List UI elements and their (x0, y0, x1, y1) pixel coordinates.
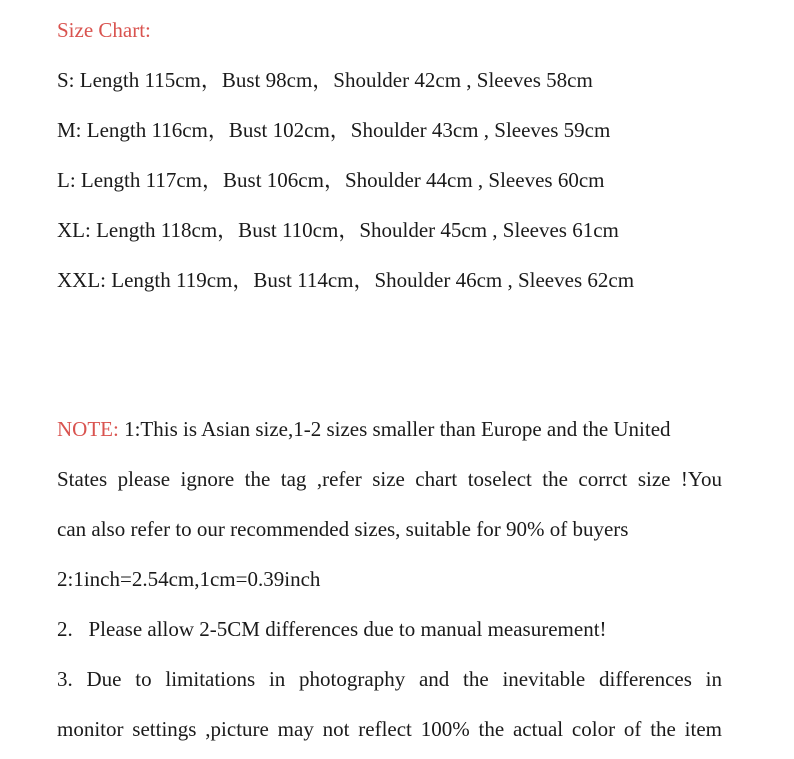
size-row-xl: XL: Length 118cm，Bust 110cm，Shoulder 45cm , Sleeves 61cm (57, 218, 619, 242)
note-label: NOTE: (57, 417, 119, 441)
note-line-7: monitor settings ,picture may not reflect 100% the actual color of the item (57, 717, 722, 741)
note-line-1 (57, 416, 671, 442)
note-line-6: 3. Due to limitations in photography and the inevitable differences in (57, 667, 722, 691)
size-row-xxl: XXL: Length 119cm，Bust 114cm，Shoulder 46cm , Sleeves 62cm (57, 268, 635, 292)
size-row-s: S: Length 115cm，Bust 98cm，Shoulder 42cm , Sleeves 58cm (57, 68, 593, 92)
note-line-3: can also refer to our recommended sizes, suitable for 90% of buyers (57, 517, 629, 541)
note-text-1: 1:This is Asian size,1-2 sizes smaller than Europe and the United (118, 417, 671, 441)
note-line-5: 2. Please allow 2-5CM differences due to manual measurement! (57, 617, 607, 641)
note-line-2: States please ignore the tag ,refer size chart toselect the corrct size !You (57, 467, 722, 491)
size-row-m: M: Length 116cm，Bust 102cm，Shoulder 43cm , Sleeves 59cm (57, 118, 611, 142)
size-chart-title: Size Chart: (57, 18, 151, 42)
size-row-l: L: Length 117cm，Bust 106cm，Shoulder 44cm , Sleeves 60cm (57, 168, 605, 192)
note-line-4: 2:1inch=2.54cm,1cm=0.39inch (57, 567, 321, 591)
